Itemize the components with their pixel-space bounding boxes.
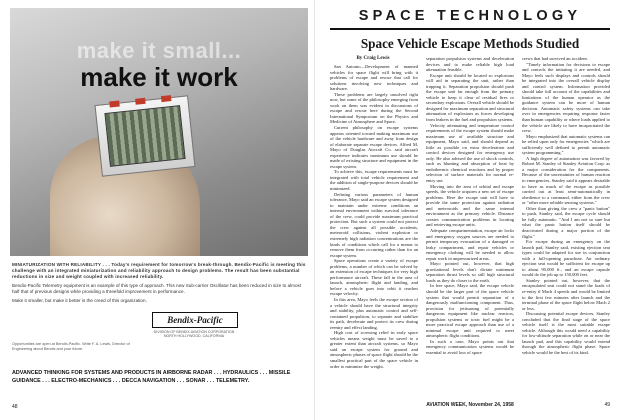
paragraph: crews that had survived an accident. bbox=[522, 56, 588, 61]
paragraph: In such a case, Mayo points out that emergency communication systems would be essential to avoid loss of space bbox=[426, 338, 514, 355]
paragraph: Space operations create a variety of escape problems, a number of which can be solved by an extension of escape techniques for very high performance aircraft. These fall in the area of launch, atmospheric flight and landing, and before a vehicle goes into orbit it reaches escape velocity. bbox=[330, 258, 418, 297]
footer-date: AVIATION WEEK, November 24, 1958 bbox=[426, 402, 514, 408]
logo-subtitle bbox=[140, 330, 248, 338]
paragraph: To achieve this, escape requirements must be integrated with total vehicle requirement and the addition of single-purpose devices should be minimized. bbox=[330, 169, 418, 192]
ad-body-close: Make it smaller, but make it better is the creed of this organization. bbox=[12, 298, 147, 303]
article-column-1 bbox=[330, 64, 418, 394]
ad-photo bbox=[10, 8, 308, 256]
page-gutter bbox=[314, 0, 315, 420]
ad-body-example: Bendix-Pacific Telemetry equipment is an example of this type of approach. This new Sub-carrier Oscillator has been reduced in size to almost half that of previous designs while providing a threefold improvement in performance. bbox=[12, 283, 302, 294]
paragraph: separation propulsion systems and deceleration devices and to make reliable high load attenuation feasible. bbox=[426, 56, 514, 73]
paragraph: For escape during an emergency on the launch pad, Stanley said, existing ejection seat types could be adapted for use in conjunction with a full-opening parachute. An ordinary ejection seat would be sufficient for escape up to about 90,000 ft., and an escape capsule would do the job up to 150,000 feet. bbox=[522, 239, 610, 278]
paragraph: Other than giving the crew a "panic button" to push, Stanley said, the escape cycle should be fully automatic. "And I am not so sure but what the panic button itself should be deactivated during a major portion of the flight." bbox=[522, 205, 610, 239]
ad-bottom-tagline: ADVANCED THINKING FOR SYSTEMS AND PRODUCTS IN AIRBORNE RADAR . . . HYDRAULICS . . . MISSILE GUIDANCE . . . ELECTRO-MECHANICS . . . DECCA NAVIGATION . . . SONAR . . . TELEMETRY. bbox=[12, 370, 291, 384]
oscillator-module-image bbox=[94, 95, 195, 176]
ad-small-text: make it small... bbox=[76, 38, 242, 63]
paragraph: A high degree of automation was favored by Robert M. Stanley of Stanley Aviation Corp. as a major consideration for the components. Because of the uncertainties of human reaction to emergencies, Stanley said it appears desirable to have as much of the escape as possible carried out at least semi-automatically in obedience to a command, either from the crew or "other more reliable sensing systems." bbox=[522, 155, 610, 206]
logo-location: NORTH HOLLYWOOD, CALIFORNIA bbox=[163, 334, 225, 338]
component-chip bbox=[109, 101, 120, 108]
paragraph: High cost of screwing relief in early space vehicles means weight must be saved to a greater extent than aircraft systems, so Mayo said an escape system for ground and atmospheric phases of space flight should be the smallest practical part of the space vehicle in order to minimize the weight. bbox=[330, 330, 418, 369]
paragraph: Defining various parameters of human tolerance, Mayo said an escape system designed to maintain under extreme conditions an internal environment within survival tolerance of the crew, could provide maximum practical protection. But such a system could not protect the crew against all possible accidents, meteoroid collisions, violent explosion or extremely high radiation concentrations are the kinds of conditions which call for a means to remove them from occurring rather than for an escape system. bbox=[330, 191, 418, 258]
paragraph: These problems are largely unsolved right now, but some of the philosophy emerging from work on them was evident in discussions of escape and rescue here during the Second International Symposium on the Physics and Medicine of Atmosphere and Space. bbox=[330, 91, 418, 125]
ad-body-lead: MINIATURIZATION WITH RELIABILITY . . . Today's requirement for tomorrow's break-through. Bendix-Pacific is meeting this challenge with an integrated miniaturization and reliability approach to design problems. The result has been substantial reductions in size and weight coupled with increased reliability. bbox=[12, 262, 306, 279]
paragraph: Escape unit should be located so explosions will aid in separating the unit, rather than trapping it. Separation propulsion should push the escape unit far enough from the primary vehicle to keep it clear of residual fires or secondary explosions. Overall vehicle should be designed for maximum separation and structural attenuation of explosions as forces developing from leakers in the fuel and propulsion systems. bbox=[426, 72, 514, 123]
paragraph: Stanley pointed out, however, that the encapsulated seat could not stand the loads of re-entry if Mach 4 speeds and would be limited to the first few minutes after launch and the terminal phase of the space flight below Mach 2 or less. bbox=[522, 277, 610, 311]
paragraph: "Timely information for decisions to escape and controls the initiating it are needed, and Mayo feels such displays and controls should be integrated into the overall vehicle display and control system. Information provided should take full account of the capabilities and limitations of the human operator as the guidance system can be more of human decision. Automatic safety systems can take over in emergencies requiring response faster than human capability or where loads applied to the vehicle are likely to have incapacitated the crew. bbox=[522, 61, 610, 134]
component-chip bbox=[161, 95, 172, 102]
paragraph: San Antonio—Development of manned vehicles for space flight will bring with it problems of escape and rescue that call for solutions involving new techniques and hardware. bbox=[330, 64, 418, 92]
ad-body bbox=[12, 262, 306, 307]
bendix-pacific-logo: Bendix-Pacific bbox=[152, 312, 238, 328]
component-chip bbox=[135, 98, 146, 105]
article-column-2 bbox=[426, 56, 514, 394]
section-title: SPACE TECHNOLOGY bbox=[358, 8, 582, 24]
logo-division: DIVISION OF BENDIX AVIATION CORPORATION bbox=[153, 330, 235, 334]
page-number-right: 49 bbox=[604, 402, 610, 408]
paragraph: Adequate compartmentation, escape air locks and emergency oxygen sources are needed to permit temporary evacuation of a damaged or leaky compartment, and repair vehicles or emergency clothing will be needed to allow repair work in unpressurized areas. bbox=[426, 227, 514, 261]
paragraph: Mayo pointed out, however, that high gravitational levels don't dictate minimum separation thrust levels so still high structural loads as they do closer to the earth. bbox=[426, 261, 514, 283]
paragraph: In free space, Mayo said, the escape vehicle should be the larger part of the space vehicle system that would permit separation of a dangerously malfunctioning component. Thus, provision for jettisoning of potentially dangerous equipment like nuclear reactors, propulsion systems or toxic fuel might be a more practical escape approach than use of a minimal escape unit required to meet atmospheric flight conditions. bbox=[426, 283, 514, 339]
paragraph: In this area, Mayo feels the escape section of a vehicle should have the structural integrity and stability, plus automatic control and self-contained propulsion, to separate and stabilize its path, decelerate and protect its crew during reentry and effect landing. bbox=[330, 296, 418, 330]
paragraph: Velocity attenuating and temperature control requirements of the escape system should make maximum use of available structure and equipment, Mayo said, and should depend as little as possible on extra deceleration and control devices designed for emergency use only. He also advised the use of shock controls, such as blunting and absorption of heat by endothermic chemical reactions and by proper selection of surface materials for normal re-entry use. bbox=[426, 122, 514, 184]
article-column-3 bbox=[522, 56, 610, 394]
byline: By Craig Lewis bbox=[356, 56, 390, 61]
paragraph: Discussing potential escape devices, Stanley concluded that the final stage of the space vehicle itself is the most suitable escape vehicle. Although this would need a capability for low-altitude separation while on or near the launch pad, and this capability would extend through the atmospheric flight phase. Space vehicle would be the best of its kind. bbox=[522, 311, 610, 355]
ad-contact: Opportunities are open at Bendix-Pacific. Write F. A. Lewis, Director of Engineering about Bendix and your future. bbox=[12, 342, 130, 351]
paragraph: Current philosophy on escape systems appears oriented toward making maximum use of the vehicle hardware and away from design of elaborate separate escape devices. Alfred M. Mayo of Douglas Aircraft Co. said aircraft experience indicates maximum use should be made of existing structure and equipment in the escape system. bbox=[330, 125, 418, 169]
ad-headline: make it work bbox=[80, 62, 238, 92]
page-number-left: 48 bbox=[12, 404, 18, 410]
circuit-board bbox=[104, 105, 185, 167]
paragraph: Mayo emphasized that automatic systems can be relied upon only for emergencies "which are sufficiently well defined to permit automatic system programming." bbox=[522, 133, 610, 156]
paragraph: Moving into the area of orbital and escape speeds, the vehicle acquires a new set of escape problems. Here the escape unit will have to provide the same protection against radiation and meteoroids and the same internal environment as the primary vehicle. Distance creates communication problems in locating and retrieving escape units. bbox=[426, 183, 514, 228]
section-rule bbox=[330, 28, 610, 30]
article-headline: Space Vehicle Escape Methods Studied bbox=[360, 36, 580, 51]
